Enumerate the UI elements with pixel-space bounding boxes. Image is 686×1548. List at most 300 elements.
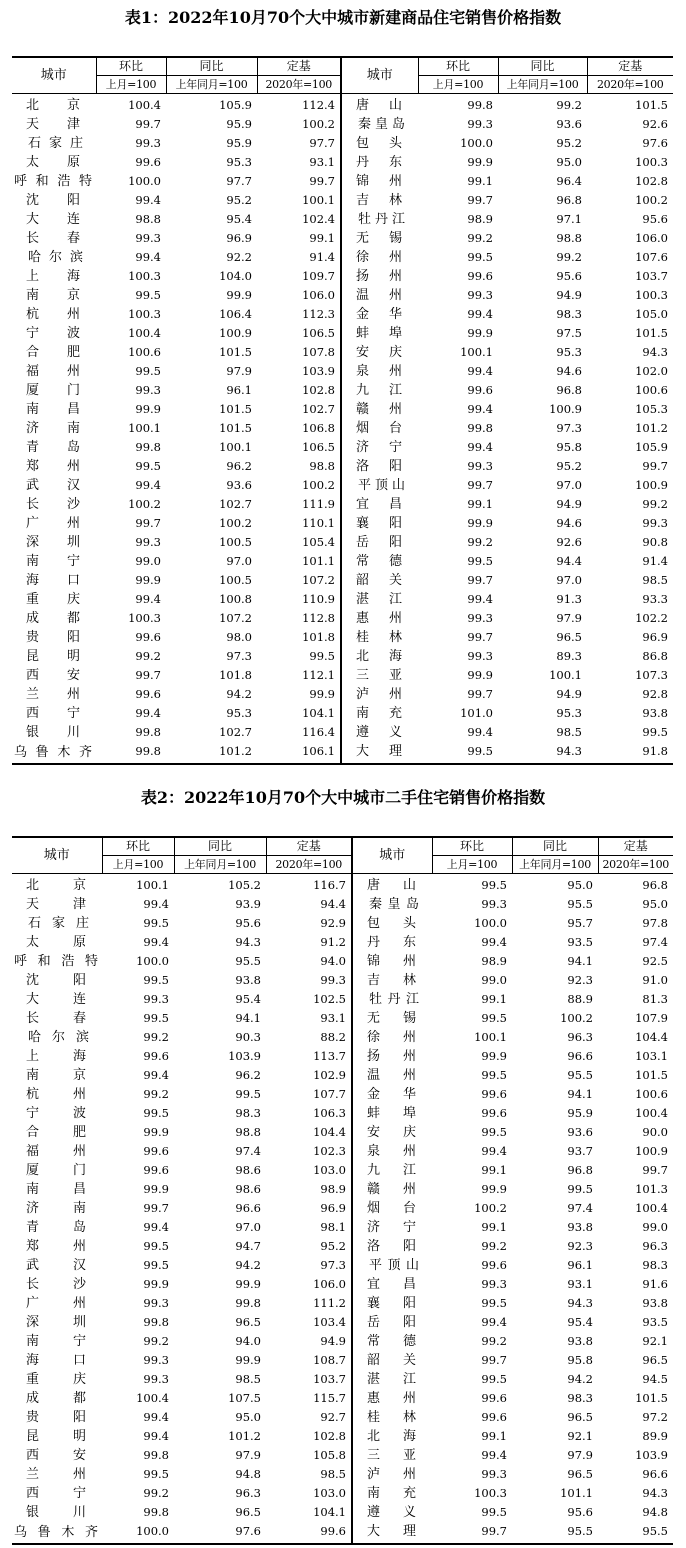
fixed-base-index: 101.5 <box>635 98 668 112</box>
city-name: 青岛 <box>26 1220 86 1235</box>
yoy-index: 98.5 <box>556 725 582 739</box>
yoy-index: 101.8 <box>219 668 252 682</box>
mom-index: 99.3 <box>467 649 493 663</box>
yoy-index: 99.2 <box>556 250 582 264</box>
fixed-base-index: 92.9 <box>320 916 346 930</box>
mom-index: 99.6 <box>481 1258 507 1272</box>
fixed-base-index: 92.6 <box>642 117 668 131</box>
fixed-base-index: 105.3 <box>635 402 668 416</box>
fixed-base-index: 104.4 <box>635 1030 668 1044</box>
fixed-base-index: 99.6 <box>320 1524 346 1538</box>
table-row <box>12 1066 673 1085</box>
mom-index: 99.2 <box>467 231 493 245</box>
yoy-index: 96.1 <box>567 1258 593 1272</box>
city-name: 金华 <box>341 305 418 324</box>
fixed-base-index: 100.2 <box>302 478 335 492</box>
mom-index: 99.4 <box>467 440 493 454</box>
yoy-index: 96.3 <box>235 1486 261 1500</box>
mom-index: 99.3 <box>467 459 493 473</box>
mom-index: 99.5 <box>481 1372 507 1386</box>
fixed-base-index: 95.2 <box>320 1239 346 1253</box>
fixed-base-index: 102.8 <box>313 1429 346 1443</box>
mom-index: 99.7 <box>481 1353 507 1367</box>
yoy-index: 94.6 <box>556 364 582 378</box>
fixed-base-index: 94.9 <box>320 1334 346 1348</box>
table-row <box>12 1047 673 1066</box>
city-name: 九江 <box>341 381 418 400</box>
fixed-base-index: 101.8 <box>302 630 335 644</box>
header-mom: 环比 <box>96 57 166 76</box>
fixed-base-index: 107.8 <box>302 345 335 359</box>
yoy-index: 104.0 <box>219 269 252 283</box>
header-mom-base: 上月=100 <box>96 76 166 94</box>
fixed-base-index: 100.9 <box>635 478 668 492</box>
mom-index: 99.8 <box>143 1505 169 1519</box>
city-name: 平顶山 <box>341 476 418 495</box>
table-row <box>12 1123 673 1142</box>
city-name: 锦州 <box>341 172 418 191</box>
fixed-base-index: 101.2 <box>635 421 668 435</box>
yoy-index: 94.9 <box>556 497 582 511</box>
city-name: 济宁 <box>352 1218 432 1237</box>
city-name: 包头 <box>352 914 432 933</box>
fixed-base-index: 101.5 <box>635 1068 668 1082</box>
table-row <box>12 1199 673 1218</box>
fixed-base-index: 94.3 <box>642 345 668 359</box>
table-row <box>12 895 673 914</box>
city-name: 西宁 <box>26 706 80 721</box>
yoy-index: 96.1 <box>226 383 252 397</box>
mom-index: 99.8 <box>135 725 161 739</box>
mom-index: 99.6 <box>467 383 493 397</box>
table-row <box>12 533 673 552</box>
yoy-index: 95.3 <box>226 706 252 720</box>
fixed-base-index: 81.3 <box>642 992 668 1006</box>
mom-index: 99.1 <box>481 1429 507 1443</box>
city-name: 长春 <box>26 231 80 246</box>
mom-index: 99.6 <box>135 630 161 644</box>
table-row <box>12 514 673 533</box>
header-city: 城市 <box>341 57 418 94</box>
city-name: 长沙 <box>26 1277 86 1292</box>
yoy-index: 101.1 <box>560 1486 593 1500</box>
fixed-base-index: 97.3 <box>320 1258 346 1272</box>
yoy-index: 92.3 <box>567 1239 593 1253</box>
city-name: 九江 <box>352 1161 432 1180</box>
yoy-index: 96.9 <box>226 231 252 245</box>
table-row <box>12 1009 673 1028</box>
mom-index: 99.7 <box>467 687 493 701</box>
mom-index: 99.3 <box>135 231 161 245</box>
fixed-base-index: 103.7 <box>635 269 668 283</box>
fixed-base-index: 103.1 <box>635 1049 668 1063</box>
yoy-index: 93.1 <box>567 1277 593 1291</box>
fixed-base-index: 103.0 <box>313 1163 346 1177</box>
city-name: 大连 <box>26 992 86 1007</box>
mom-index: 99.1 <box>481 1163 507 1177</box>
yoy-index: 100.9 <box>219 326 252 340</box>
mom-index: 100.1 <box>128 421 161 435</box>
fixed-base-index: 100.2 <box>302 117 335 131</box>
yoy-index: 96.2 <box>235 1068 261 1082</box>
mom-index: 99.2 <box>143 1334 169 1348</box>
yoy-index: 94.3 <box>235 935 261 949</box>
yoy-index: 95.6 <box>235 916 261 930</box>
mom-index: 99.5 <box>467 744 493 758</box>
mom-index: 99.7 <box>467 193 493 207</box>
yoy-index: 93.7 <box>567 1144 593 1158</box>
table-row <box>12 286 673 305</box>
mom-index: 99.9 <box>135 402 161 416</box>
city-name: 吉林 <box>352 971 432 990</box>
table-row <box>12 590 673 609</box>
city-name: 大理 <box>352 1522 432 1544</box>
yoy-index: 100.1 <box>219 440 252 454</box>
mom-index: 99.5 <box>135 459 161 473</box>
city-name: 南宁 <box>26 1334 86 1349</box>
city-name: 泸州 <box>352 1465 432 1484</box>
mom-index: 100.0 <box>460 136 493 150</box>
city-name: 济南 <box>26 421 80 436</box>
mom-index: 99.7 <box>467 630 493 644</box>
yoy-index: 92.1 <box>567 1429 593 1443</box>
city-name: 扬州 <box>352 1047 432 1066</box>
yoy-index: 101.5 <box>219 421 252 435</box>
city-name: 贵阳 <box>26 1410 86 1425</box>
city-name: 无锡 <box>352 1009 432 1028</box>
yoy-index: 100.8 <box>219 592 252 606</box>
table-row <box>12 1104 673 1123</box>
table-row <box>12 1294 673 1313</box>
city-name: 上海 <box>26 269 80 284</box>
fixed-base-index: 115.7 <box>313 1391 346 1405</box>
city-name: 岳阳 <box>341 533 418 552</box>
city-name: 秦皇岛 <box>341 115 418 134</box>
city-name: 兰州 <box>26 1467 86 1482</box>
fixed-base-index: 98.1 <box>320 1220 346 1234</box>
mom-index: 100.0 <box>136 954 169 968</box>
fixed-base-index: 104.4 <box>313 1125 346 1139</box>
mom-index: 99.4 <box>143 1410 169 1424</box>
yoy-index: 96.8 <box>556 383 582 397</box>
yoy-index: 89.3 <box>556 649 582 663</box>
table2-title: 表2：2022年10月70个大中城市二手住宅销售价格指数 <box>140 788 546 807</box>
mom-index: 99.4 <box>143 1220 169 1234</box>
fixed-base-index: 93.8 <box>642 706 668 720</box>
yoy-index: 98.3 <box>567 1391 593 1405</box>
yoy-index: 99.9 <box>235 1353 261 1367</box>
table-row <box>12 115 673 134</box>
fixed-base-index: 99.5 <box>642 725 668 739</box>
yoy-index: 95.2 <box>556 459 582 473</box>
city-name: 合肥 <box>26 1125 86 1140</box>
yoy-index: 97.5 <box>556 326 582 340</box>
yoy-index: 94.2 <box>567 1372 593 1386</box>
yoy-index: 101.5 <box>219 402 252 416</box>
mom-index: 99.4 <box>467 725 493 739</box>
mom-index: 100.0 <box>128 174 161 188</box>
mom-index: 99.4 <box>135 250 161 264</box>
header-mom: 环比 <box>432 837 512 856</box>
header-fixed: 定基 <box>587 57 673 76</box>
mom-index: 99.5 <box>481 1296 507 1310</box>
city-name: 南充 <box>352 1484 432 1503</box>
yoy-index: 94.6 <box>556 516 582 530</box>
header-mom-base: 上月=100 <box>432 856 512 874</box>
city-name: 常德 <box>341 552 418 571</box>
fixed-base-index: 98.5 <box>320 1467 346 1481</box>
city-name: 济南 <box>26 1201 86 1216</box>
city-name: 温州 <box>341 286 418 305</box>
mom-index: 99.6 <box>481 1410 507 1424</box>
header-mom-base: 上月=100 <box>102 856 174 874</box>
yoy-index: 94.9 <box>556 687 582 701</box>
fixed-base-index: 102.8 <box>302 383 335 397</box>
fixed-base-index: 113.7 <box>313 1049 346 1063</box>
city-name: 厦门 <box>26 1163 86 1178</box>
city-name: 呼和浩特 <box>14 174 92 189</box>
city-name: 洛阳 <box>341 457 418 476</box>
table-row <box>12 1351 673 1370</box>
yoy-index: 95.3 <box>556 345 582 359</box>
fixed-base-index: 99.3 <box>642 516 668 530</box>
yoy-index: 97.0 <box>556 478 582 492</box>
yoy-index: 95.5 <box>567 1068 593 1082</box>
header-fixed-base: 2020年=100 <box>598 856 673 874</box>
table-row <box>12 990 673 1009</box>
mom-index: 99.7 <box>135 117 161 131</box>
table-row <box>12 874 673 896</box>
city-name: 扬州 <box>341 267 418 286</box>
yoy-index: 92.2 <box>226 250 252 264</box>
yoy-index: 95.9 <box>226 136 252 150</box>
fixed-base-index: 91.2 <box>320 935 346 949</box>
city-name: 厦门 <box>26 383 80 398</box>
mom-index: 99.5 <box>467 554 493 568</box>
table-row <box>12 94 673 116</box>
city-name: 吉林 <box>341 191 418 210</box>
fixed-base-index: 89.9 <box>642 1429 668 1443</box>
yoy-index: 99.5 <box>567 1182 593 1196</box>
fixed-base-index: 96.9 <box>642 630 668 644</box>
city-name: 湛江 <box>352 1370 432 1389</box>
header-yoy-base: 上年同月=100 <box>498 76 587 94</box>
city-name: 重庆 <box>26 592 80 607</box>
fixed-base-index: 91.6 <box>642 1277 668 1291</box>
city-name: 天津 <box>26 897 86 912</box>
table-row <box>12 666 673 685</box>
fixed-base-index: 97.6 <box>642 136 668 150</box>
yoy-index: 93.6 <box>226 478 252 492</box>
fixed-base-index: 100.2 <box>635 193 668 207</box>
table-row <box>12 552 673 571</box>
fixed-base-index: 90.8 <box>642 535 668 549</box>
fixed-base-index: 106.0 <box>635 231 668 245</box>
city-name: 福州 <box>26 1144 86 1159</box>
city-name: 石家庄 <box>28 136 83 151</box>
fixed-base-index: 106.3 <box>313 1106 346 1120</box>
table-row <box>12 1389 673 1408</box>
header-city: 城市 <box>12 57 96 94</box>
yoy-index: 99.9 <box>226 288 252 302</box>
yoy-index: 91.3 <box>556 592 582 606</box>
city-name: 无锡 <box>341 229 418 248</box>
fixed-base-index: 101.5 <box>635 326 668 340</box>
city-name: 北京 <box>26 98 80 113</box>
city-name: 武汉 <box>26 478 80 493</box>
fixed-base-index: 94.8 <box>642 1505 668 1519</box>
header-fixed: 定基 <box>266 837 352 856</box>
yoy-index: 94.9 <box>556 288 582 302</box>
city-name: 牡丹江 <box>352 990 432 1009</box>
city-name: 大连 <box>26 212 80 227</box>
yoy-index: 96.5 <box>567 1410 593 1424</box>
city-name: 桂林 <box>352 1408 432 1427</box>
city-name: 北海 <box>341 647 418 666</box>
table2-second-hand-housing-price-index <box>12 836 673 1545</box>
city-name: 南昌 <box>26 402 80 417</box>
yoy-index: 97.9 <box>556 611 582 625</box>
yoy-index: 97.7 <box>226 174 252 188</box>
yoy-index: 95.5 <box>235 954 261 968</box>
mom-index: 99.1 <box>481 1220 507 1234</box>
yoy-index: 101.2 <box>228 1429 261 1443</box>
city-name: 深圳 <box>26 535 80 550</box>
city-name: 太原 <box>26 935 86 950</box>
mom-index: 99.6 <box>143 1163 169 1177</box>
yoy-index: 96.4 <box>556 174 582 188</box>
header-mom: 环比 <box>418 57 498 76</box>
table-row <box>12 1161 673 1180</box>
mom-index: 99.4 <box>467 402 493 416</box>
mom-index: 100.3 <box>128 611 161 625</box>
fixed-base-index: 100.6 <box>635 383 668 397</box>
table-row <box>12 742 673 764</box>
fixed-base-index: 105.4 <box>302 535 335 549</box>
mom-index: 99.3 <box>143 1372 169 1386</box>
yoy-index: 94.4 <box>556 554 582 568</box>
yoy-index: 97.3 <box>556 421 582 435</box>
table1-title: 表1：2022年10月70个大中城市新建商品住宅销售价格指数 <box>124 8 562 27</box>
mom-index: 99.2 <box>481 1239 507 1253</box>
yoy-index: 94.2 <box>235 1258 261 1272</box>
city-name: 岳阳 <box>352 1313 432 1332</box>
table-row <box>12 1180 673 1199</box>
city-name: 呼和浩特 <box>14 954 98 969</box>
fixed-base-index: 102.4 <box>302 212 335 226</box>
yoy-index: 103.9 <box>228 1049 261 1063</box>
mom-index: 99.7 <box>481 1524 507 1538</box>
yoy-index: 97.4 <box>235 1144 261 1158</box>
city-name: 哈尔滨 <box>28 1030 89 1045</box>
city-name: 南京 <box>26 288 80 303</box>
table-row <box>12 952 673 971</box>
mom-index: 99.8 <box>135 440 161 454</box>
mom-index: 99.1 <box>467 174 493 188</box>
table-row <box>12 1256 673 1275</box>
yoy-index: 100.5 <box>219 535 252 549</box>
fixed-base-index: 97.8 <box>642 916 668 930</box>
yoy-index: 97.0 <box>226 554 252 568</box>
fixed-base-index: 105.0 <box>635 307 668 321</box>
mom-index: 99.6 <box>135 155 161 169</box>
mom-index: 99.9 <box>481 1182 507 1196</box>
yoy-index: 105.9 <box>219 98 252 112</box>
fixed-base-index: 102.9 <box>313 1068 346 1082</box>
yoy-index: 98.8 <box>235 1125 261 1139</box>
city-name: 烟台 <box>352 1199 432 1218</box>
yoy-index: 97.1 <box>556 212 582 226</box>
fixed-base-index: 100.6 <box>635 1087 668 1101</box>
city-name: 丹东 <box>341 153 418 172</box>
city-name: 广州 <box>26 1296 86 1311</box>
yoy-index: 98.6 <box>235 1182 261 1196</box>
fixed-base-index: 97.7 <box>309 136 335 150</box>
fixed-base-index: 107.9 <box>635 1011 668 1025</box>
mom-index: 99.4 <box>467 592 493 606</box>
yoy-index: 94.1 <box>235 1011 261 1025</box>
fixed-base-index: 112.8 <box>302 611 335 625</box>
mom-index: 99.5 <box>143 1011 169 1025</box>
mom-index: 99.5 <box>143 916 169 930</box>
mom-index: 99.5 <box>481 1011 507 1025</box>
city-name: 长春 <box>26 1011 86 1026</box>
table-row <box>12 172 673 191</box>
yoy-index: 99.2 <box>556 98 582 112</box>
mom-index: 99.7 <box>135 516 161 530</box>
fixed-base-index: 116.4 <box>302 725 335 739</box>
header-yoy-base: 上年同月=100 <box>512 856 598 874</box>
fixed-base-index: 102.7 <box>302 402 335 416</box>
yoy-index: 102.7 <box>219 725 252 739</box>
mom-index: 99.4 <box>481 1448 507 1462</box>
mom-index: 99.3 <box>481 1277 507 1291</box>
yoy-index: 101.2 <box>219 744 252 758</box>
mom-index: 98.9 <box>467 212 493 226</box>
city-name: 长沙 <box>26 497 80 512</box>
table-row <box>12 153 673 172</box>
yoy-index: 88.9 <box>567 992 593 1006</box>
fixed-base-index: 107.3 <box>635 668 668 682</box>
mom-index: 99.4 <box>481 1144 507 1158</box>
mom-index: 99.5 <box>143 1106 169 1120</box>
city-name: 宁波 <box>26 326 80 341</box>
city-name: 锦州 <box>352 952 432 971</box>
header-fixed-base: 2020年=100 <box>587 76 673 94</box>
mom-index: 100.2 <box>128 497 161 511</box>
yoy-index: 97.0 <box>556 573 582 587</box>
table-row <box>12 1313 673 1332</box>
yoy-index: 97.4 <box>567 1201 593 1215</box>
city-name: 赣州 <box>352 1180 432 1199</box>
fixed-base-index: 105.9 <box>635 440 668 454</box>
fixed-base-index: 103.9 <box>635 1448 668 1462</box>
mom-index: 99.7 <box>467 573 493 587</box>
city-name: 北海 <box>352 1427 432 1446</box>
city-name: 韶关 <box>352 1351 432 1370</box>
yoy-index: 105.2 <box>228 878 261 892</box>
mom-index: 99.3 <box>135 383 161 397</box>
table-row <box>12 457 673 476</box>
mom-index: 99.3 <box>135 535 161 549</box>
yoy-index: 98.0 <box>226 630 252 644</box>
yoy-index: 96.6 <box>567 1049 593 1063</box>
mom-index: 99.0 <box>135 554 161 568</box>
yoy-index: 95.2 <box>226 193 252 207</box>
mom-index: 99.1 <box>467 497 493 511</box>
table2-body <box>12 874 673 1545</box>
city-name: 惠州 <box>352 1389 432 1408</box>
